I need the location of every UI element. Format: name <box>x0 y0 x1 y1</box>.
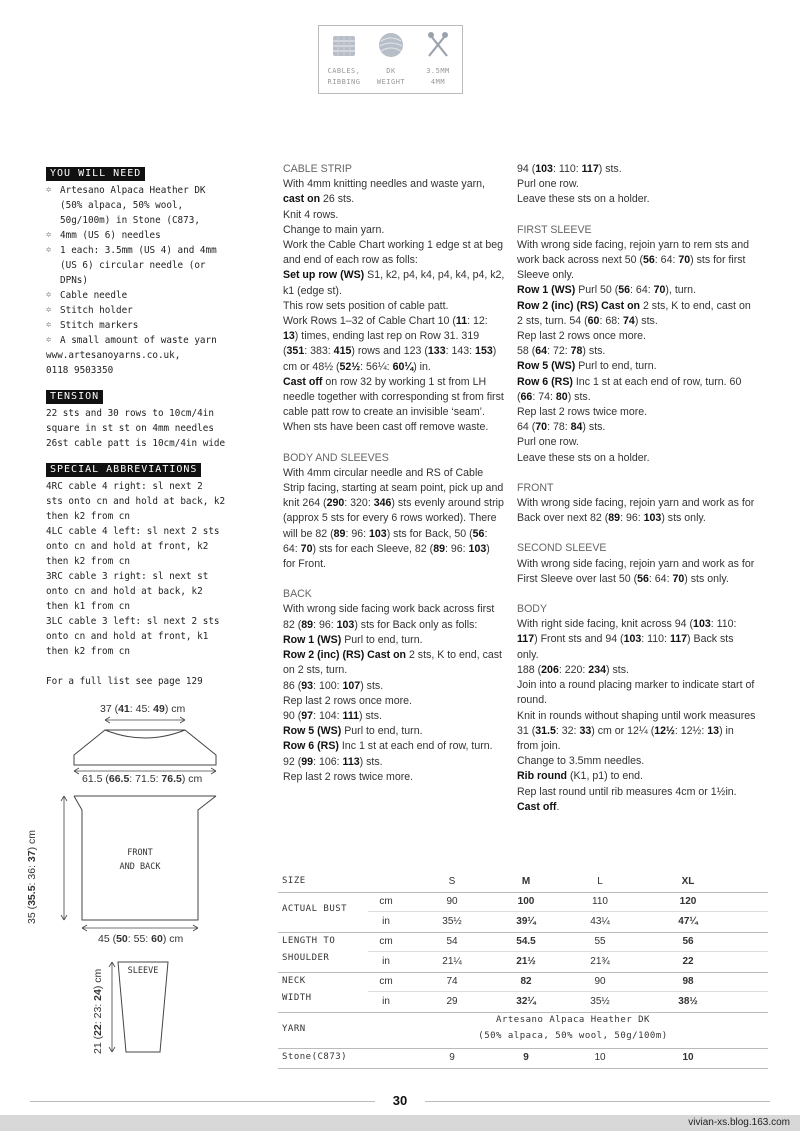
sleeve-label: SLEEVE <box>127 966 159 976</box>
section-heading-body-and-sleeves: BODY AND SLEEVES <box>283 451 389 464</box>
width-measure: 61.5 (66.5: 71.5: 76.5) cm <box>82 773 203 785</box>
tension-title: TENSION <box>46 390 103 404</box>
schematic-drawing <box>20 700 270 1080</box>
list-item: ✲ 1 each: 3.5mm (US 4) and 4mm <box>46 243 261 258</box>
list-item: ✲ Stitch markers <box>46 318 261 333</box>
length-measure: 35 (35.5: 36: 37) cm <box>26 830 38 924</box>
header-label-needles: 3.5MM <box>426 67 450 75</box>
header-label-cables: CABLES, <box>327 67 361 75</box>
pattern-column-right: 94 (103: 110: 117) sts. Purl one row. Leave these sts on a holder. FIRST SLEEVE With wrong side facing, rejoin yarn to rem sts and work back across next 50 (56: 64: 70) sts for first Sleeve only. Row 1 (WS) Purl 50 (56: 64: 70), turn. Row 2 (inc) (RS) Cast on 2 sts, K to end, cast on 2 sts, turn. 54 (60: 68: 74) sts. Rep last 2 rows once more. 58 (64: 72: 78) sts. Row 5 (WS) Purl to end, turn. Row 6 (RS) Inc 1 st at each end of row, turn. 60 (66: 74: 80) sts. Rep last 2 rows twice more. 64 (70: 78: 84) sts. Purl one row. Leave these sts on a holder. FRONT With wrong side facing, rejoin yarn and work as for Back over next 82 (89: 96: 103) sts only. SECOND SLEEVE With wrong side facing, rejoin yarn and work as for First Sleeve over last 50 (56: 64: 70) sts only. BODY With right side facing, knit across 94 (103: 110: 117) Front sts and 94 (103: 110: 117) Back sts only. 188 (206: 220: 234) sts. Join into a round placing marker to indicate start of round. Knit in rounds without shaping until work measures 31 (31.5: 32: 33) cm or 12¼ (12½: 12½: 13) in from join. Change to 3.5mm needles. Rib round (K1, p1) to end. Rep last round until rib measures 4cm or 1½in. Cast off. <box>517 163 756 813</box>
neck-measure: 37 (41: 45: 49) cm <box>100 703 186 715</box>
yarn-cake-icon <box>329 30 359 60</box>
abbreviations-title: SPECIAL ABBREVIATIONS <box>46 463 201 477</box>
list-item: ✲ 4mm (US 6) needles <box>46 228 261 243</box>
full-list-reference: For a full list see page 129 <box>46 676 203 687</box>
supplier-website: www.artesanoyarns.co.uk, <box>46 350 181 361</box>
tension-line: 26st cable patt is 10cm/4in wide <box>46 438 226 449</box>
list-item: 50g/100m) in Stone (C873, <box>60 215 200 226</box>
you-will-need-section <box>46 163 261 378</box>
pattern-column-middle: CABLE STRIP With 4mm knitting needles and waste yarn, cast on 26 sts. Knit 4 rows. Change to main yarn. Work the Cable Chart working 1 edge st at beg and end of each row as folls: Set up row (WS) S1, k2, p4, k4, p4, k4, p4, k2, k1 (edge st). This row sets position of cable patt. Work Rows 1–32 of Cable Chart 10 (11: 12: 13) times, ending last rep on Row 31. 319 (351: 383: 415) rows and 123 (133: 143: 153) cm or 48½ (52½: 56¼: 60¼) in. Cast off on row 32 by working 1 st from LH needle together with corresponding st from first cable patt row to create an invisible ‘seam’. When sts have been cast off remove waste. BODY AND SLEEVES With 4mm circular needle and RS of Cable Strip facing, starting at seam point, pick up and knit 264 (290: 320: 346) sts evenly around strip (approx 5 sts for every 6 rows worked). There will be 82 (89: 96: 103) sts for Back, 50 (56: 64: 70) sts for each Sleeve, 82 (89: 96: 103) for Front. BACK With wrong side facing work back across first 82 (89: 96: 103) sts for Back only as folls: Row 1 (WS) Purl to end, turn. Row 2 (inc) (RS) Cast on 2 sts, K to end, cast on 2 sts, turn. 86 (93: 100: 107) sts. Rep last 2 rows once more. 90 (97: 104: 111) sts. Row 5 (WS) Purl to end, turn. Row 6 (RS) Inc 1 st at each end of row, turn. 92 (99: 106: 113) sts. Rep last 2 rows twice more. <box>283 163 505 783</box>
tension-line: 22 sts and 30 rows to 10cm/4in <box>46 408 214 419</box>
table-row-yarn: YARN Artesano Alpaca Heather DK (50% alpaca, 50% wool, 50g/100m) <box>278 1012 768 1049</box>
abbrev-line: then k1 from cn <box>46 601 130 612</box>
front-back-label: FRONT AND BACK <box>119 848 161 872</box>
section-heading-back: BACK <box>283 588 312 601</box>
header-item-weight: DK WEIGHT <box>368 30 414 87</box>
needles-icon <box>423 30 453 60</box>
list-item: ✲ Stitch holder <box>46 303 261 318</box>
abbrev-line: 4RC cable 4 right: sl next 2 <box>46 481 203 492</box>
list-item: (50% alpaca, 50% wool, <box>60 200 184 211</box>
abbrev-line: then k2 from cn <box>46 511 130 522</box>
section-heading-second-sleeve: SECOND SLEEVE <box>517 542 607 555</box>
list-item: ✲ Cable needle <box>46 288 261 303</box>
table-row: NECK WIDTH cm in 74 82 90 98 29 32¼ 35½ 38½ <box>278 972 768 1013</box>
abbreviations-section <box>46 459 261 689</box>
section-heading-front: FRONT <box>517 481 554 494</box>
tension-section <box>46 386 261 451</box>
abbrev-line: onto cn and hold at front, k2 <box>46 541 209 552</box>
section-heading-body: BODY <box>517 603 548 616</box>
abbrev-line: onto cn and hold at back, k2 <box>46 586 203 597</box>
table-row-stone: Stone(C873) 9 9 10 10 <box>278 1048 768 1069</box>
header-item-cables: CABLES, RIBBING <box>321 30 367 87</box>
list-item: ✲ Artesano Alpaca Heather DK <box>46 183 261 198</box>
list-item: DPNs) <box>60 275 88 286</box>
size-table <box>278 872 768 1068</box>
abbrev-line: 4LC cable 4 left: sl next 2 sts <box>46 526 220 537</box>
footer-divider-left <box>30 1101 375 1102</box>
list-item: ✲ A small amount of waste yarn <box>46 333 261 348</box>
garment-schematic <box>20 700 270 1080</box>
hem-measure: 45 (50: 55: 60) cm <box>98 933 184 945</box>
footer-divider-right <box>425 1101 770 1102</box>
header-item-needles: 3.5MM 4MM <box>415 30 461 87</box>
credit-bar <box>0 1115 800 1131</box>
credit-text: vivian-xs.blog.163.com <box>688 1117 790 1128</box>
abbrev-line: sts onto cn and hold at back, k2 <box>46 496 226 507</box>
abbrev-line: then k2 from cn <box>46 646 130 657</box>
table-row: LENGTH TO SHOULDER cm in 54 54.5 55 56 21¼ 21½ 21¾ 22 <box>278 932 768 973</box>
sleeve-length-measure: 21 (22: 23: 24) cm <box>92 968 104 1054</box>
list-item: (US 6) circular needle (or <box>60 260 206 271</box>
page-number: 30 <box>392 1093 408 1108</box>
abbrev-line: 3RC cable 3 right: sl next st <box>46 571 209 582</box>
abbrev-line: then k2 from cn <box>46 556 130 567</box>
skill-header <box>318 25 463 94</box>
abbrev-line: 3LC cable 3 left: sl next 2 sts <box>46 616 220 627</box>
abbrev-line: onto cn and hold at front, k1 <box>46 631 209 642</box>
yarn-ball-icon <box>376 30 406 60</box>
table-header-row: SIZE S M L XL <box>278 872 768 893</box>
you-will-need-title: YOU WILL NEED <box>46 167 145 181</box>
table-row: ACTUAL BUST cm in 90 100 110 120 35½ 39¼ 43¼ 47¼ <box>278 892 768 933</box>
section-heading-first-sleeve: FIRST SLEEVE <box>517 223 592 236</box>
section-heading-cable-strip: CABLE STRIP <box>283 163 352 175</box>
supplier-phone: 0118 9503350 <box>46 365 114 376</box>
tension-line: square in st st on 4mm needles <box>46 423 214 434</box>
header-label-weight: DK <box>386 67 396 75</box>
